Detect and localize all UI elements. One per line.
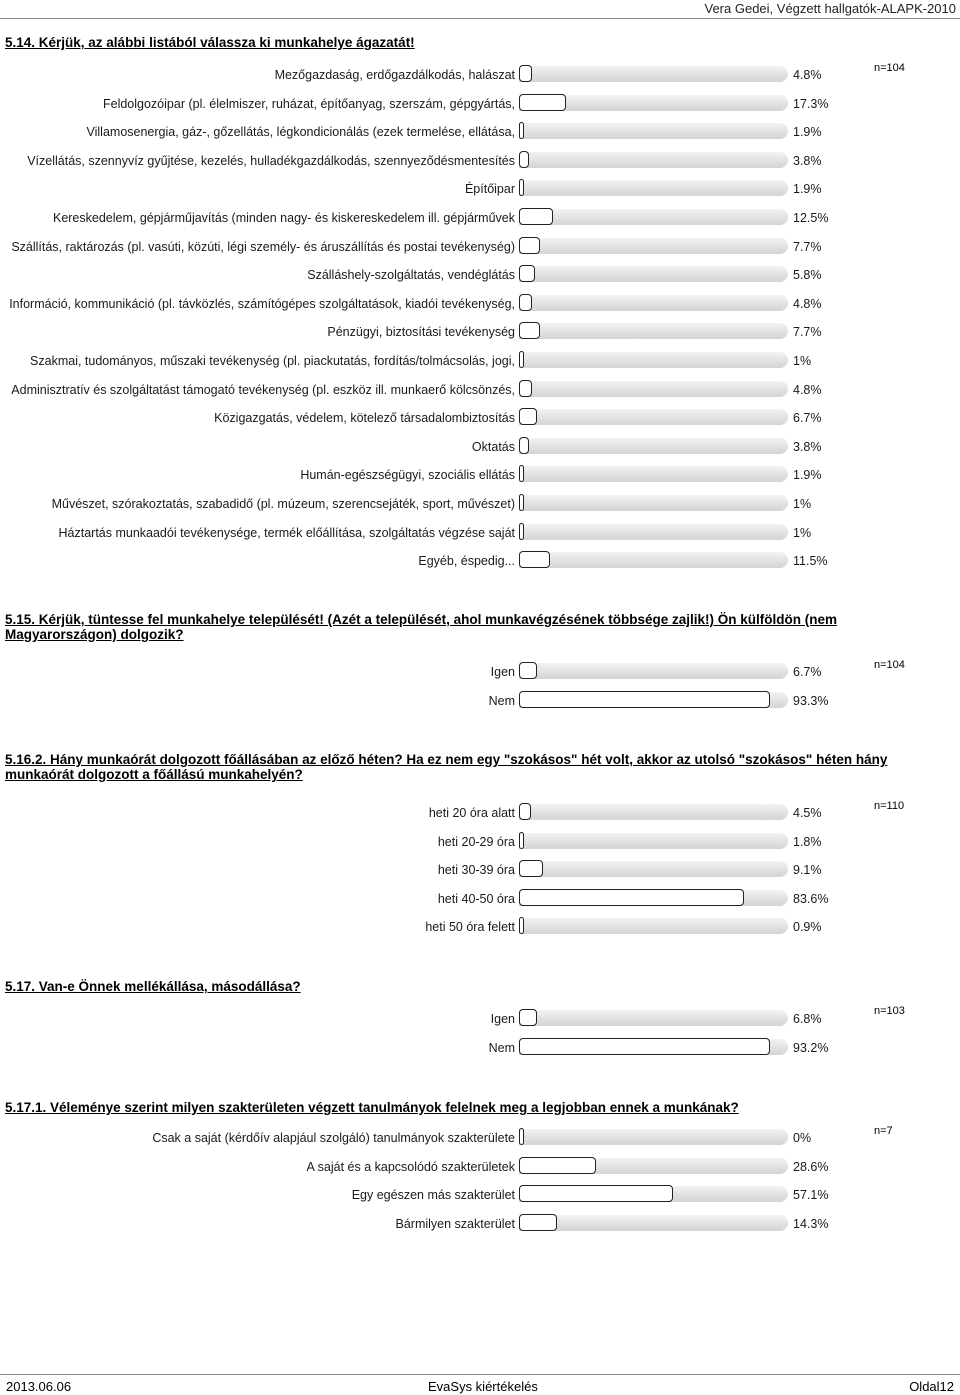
- bar-track: [519, 918, 788, 934]
- bar: [519, 551, 550, 568]
- bar: [519, 494, 524, 511]
- header-title: Vera Gedei, Végzett hallgatók-ALAPK-2010: [704, 1, 956, 16]
- value-label: 12.5%: [793, 211, 829, 225]
- bar-track: [519, 352, 788, 368]
- category-label: Nem: [488, 1041, 515, 1055]
- category-label: Feldolgozóipar (pl. élelmiszer, ruházat, építőanyag, szerszám, gépgyártás,: [102, 97, 515, 111]
- chart-row: [0, 293, 960, 315]
- category-label: Mezőgazdaság, erdőgazdálkodás, halászat: [274, 68, 515, 82]
- sample-size-label: n=110: [874, 800, 905, 812]
- bar-track: [519, 266, 788, 282]
- category-label: Információ, kommunikáció (pl. távközlés, számítógépes szolgáltatások, kiadói tevékenység,: [9, 297, 515, 311]
- chart-row: [0, 1037, 960, 1059]
- category-label: Vízellátás, szennyvíz gyűjtése, kezelés, hulladékgazdálkodás, szennyeződésmentesítés: [27, 154, 515, 168]
- bar: [519, 122, 524, 139]
- footer-date: 2013.06.06: [6, 1379, 72, 1394]
- bar: [519, 265, 535, 282]
- chart-row: [0, 464, 960, 486]
- category-label: Egy egészen más szakterület: [351, 1188, 515, 1202]
- value-label: 28.6%: [793, 1160, 829, 1174]
- chart-row: [0, 321, 960, 343]
- chart-row: [0, 916, 960, 938]
- chart-row: [0, 550, 960, 572]
- value-label: 6.7%: [793, 665, 822, 679]
- bar-track: [519, 1215, 788, 1231]
- category-label: Villamosenergia, gáz-, gőzellátás, légkondicionálás (ezek termelése, ellátása,: [86, 125, 515, 139]
- bar: [519, 889, 744, 906]
- bar: [519, 351, 524, 368]
- category-label: Nem: [488, 694, 515, 708]
- chart-row: [0, 1184, 960, 1206]
- bar-track: [519, 323, 788, 339]
- question-title: 5.14. Kérjük, az alábbi listából válassza ki munkahelye ágazatát!: [5, 35, 415, 50]
- category-label: Kereskedelem, gépjárműjavítás (minden nagy- és kiskereskedelem ill. gépjárművek: [52, 211, 515, 225]
- chart-row: [0, 661, 960, 683]
- value-label: 1.8%: [793, 835, 822, 849]
- chart-row: [0, 802, 960, 824]
- bar: [519, 917, 524, 934]
- bar: [519, 151, 529, 168]
- value-label: 9.1%: [793, 863, 822, 877]
- category-label: Bármilyen szakterület: [395, 1217, 515, 1231]
- chart-row: [0, 350, 960, 372]
- value-label: 0.9%: [793, 920, 822, 934]
- value-label: 4.5%: [793, 806, 822, 820]
- category-label: Közigazgatás, védelem, kötelező társadalombiztosítás: [214, 411, 515, 425]
- chart-row: [0, 264, 960, 286]
- bar-track: [519, 238, 788, 254]
- chart-row: [0, 1213, 960, 1235]
- value-label: 1%: [793, 497, 812, 511]
- bar: [519, 1185, 673, 1202]
- chart-row: [0, 522, 960, 544]
- bar: [519, 803, 531, 820]
- sample-size-label: n=104: [874, 659, 905, 671]
- category-label: Egyéb, éspedig...: [418, 554, 515, 568]
- value-label: 5.8%: [793, 268, 822, 282]
- bar-track: [519, 152, 788, 168]
- category-label: Igen: [490, 665, 515, 679]
- value-label: 4.8%: [793, 68, 822, 82]
- value-label: 1.9%: [793, 125, 822, 139]
- bar: [519, 179, 524, 196]
- value-label: 1%: [793, 354, 812, 368]
- category-label: Szálláshely-szolgáltatás, vendéglátás: [307, 268, 515, 282]
- footer-page: Oldal12: [909, 1379, 954, 1394]
- bar-track: [519, 524, 788, 540]
- chart-row: [0, 407, 960, 429]
- category-label: heti 20-29 óra: [437, 835, 515, 849]
- footer-rule: [0, 1374, 960, 1375]
- value-label: 93.2%: [793, 1041, 829, 1055]
- bar-track: [519, 123, 788, 139]
- footer-center: EvaSys kiértékelés: [428, 1379, 538, 1394]
- bar: [519, 1157, 596, 1174]
- bar-track: [519, 804, 788, 820]
- category-label: A saját és a kapcsolódó szakterületek: [306, 1160, 515, 1174]
- question-title: 5.15. Kérjük, tüntesse fel munkahelye települését! (Azét a települését, ahol munkavégzésének többsége zajlik!) Ön külföldön (nem Magyarországon) dolgozik?: [5, 612, 837, 642]
- chart-row: [0, 493, 960, 515]
- bar: [519, 94, 566, 111]
- chart-row: [0, 1156, 960, 1178]
- chart-row: [0, 207, 960, 229]
- bar: [519, 408, 537, 425]
- bar: [519, 523, 524, 540]
- category-label: Szakmai, tudományos, műszaki tevékenység (pl. piackutatás, fordítás/tolmácsolás, jogi,: [30, 354, 515, 368]
- value-label: 4.8%: [793, 383, 822, 397]
- category-label: heti 30-39 óra: [437, 863, 515, 877]
- value-label: 7.7%: [793, 325, 822, 339]
- chart-row: [0, 64, 960, 86]
- bar: [519, 322, 540, 339]
- category-label: heti 50 óra felett: [425, 920, 515, 934]
- category-label: Építőipar: [464, 182, 515, 196]
- bar: [519, 1214, 557, 1231]
- bar-track: [519, 833, 788, 849]
- value-label: 0%: [793, 1131, 812, 1145]
- category-label: Művészet, szórakoztatás, szabadidő (pl. múzeum, szerencsejáték, sport, művészet): [51, 497, 515, 511]
- value-label: 93.3%: [793, 694, 829, 708]
- category-label: Pénzügyi, biztosítási tevékenység: [327, 325, 515, 339]
- value-label: 6.8%: [793, 1012, 822, 1026]
- bar: [519, 1038, 770, 1055]
- chart-row: [0, 1008, 960, 1030]
- bar: [519, 662, 537, 679]
- bar-track: [519, 438, 788, 454]
- bar-track: [519, 495, 788, 511]
- value-label: 11.5%: [793, 554, 828, 568]
- sample-size-label: n=104: [874, 62, 905, 74]
- header-rule: [0, 18, 960, 19]
- category-label: Háztartás munkaadói tevékenysége, termék előállítása, szolgáltatás végzése saját: [58, 526, 515, 540]
- question-title: 5.17.1. Véleménye szerint milyen szakterületen végzett tanulmányok felelnek meg a legjobban ennek a munkának?: [5, 1100, 739, 1115]
- question-title: 5.17. Van-e Önnek mellékállása, másodállása?: [5, 979, 301, 994]
- bar: [519, 465, 524, 482]
- bar-track: [519, 209, 788, 225]
- category-label: heti 20 óra alatt: [428, 806, 515, 820]
- bar-track: [519, 1010, 788, 1026]
- category-label: Oktatás: [471, 440, 515, 454]
- bar-track: [519, 663, 788, 679]
- value-label: 1.9%: [793, 468, 822, 482]
- chart-row: [0, 121, 960, 143]
- value-label: 57.1%: [793, 1188, 829, 1202]
- bar-track: [519, 861, 788, 877]
- value-label: 17.3%: [793, 97, 829, 111]
- bar-track: [519, 66, 788, 82]
- category-label: Igen: [490, 1012, 515, 1026]
- bar: [519, 437, 529, 454]
- chart-row: [0, 150, 960, 172]
- chart-row: [0, 178, 960, 200]
- value-label: 6.7%: [793, 411, 822, 425]
- bar: [519, 1128, 524, 1145]
- value-label: 83.6%: [793, 892, 829, 906]
- value-label: 7.7%: [793, 240, 822, 254]
- bar: [519, 65, 532, 82]
- bar: [519, 208, 553, 225]
- chart-row: [0, 690, 960, 712]
- chart-row: [0, 859, 960, 881]
- bar-track: [519, 1129, 788, 1145]
- category-label: Adminisztratív és szolgáltatást támogató tevékenység (pl. eszköz ill. munkaerő kölcsönzés,: [11, 383, 515, 397]
- category-label: Humán-egészségügyi, szociális ellátás: [300, 468, 515, 482]
- bar: [519, 380, 532, 397]
- bar-track: [519, 552, 788, 568]
- bar-track: [519, 381, 788, 397]
- category-label: heti 40-50 óra: [437, 892, 515, 906]
- value-label: 1.9%: [793, 182, 822, 196]
- sample-size-label: n=7: [874, 1125, 893, 1137]
- question-title: 5.16.2. Hány munkaórát dolgozott főállásában az előző héten? Ha ez nem egy "szokásos" hét volt, akkor az utolsó "szokásos" héten hány munkaórát dolgozott a főállású munkahelyén?: [5, 752, 888, 782]
- bar: [519, 832, 524, 849]
- bar-track: [519, 409, 788, 425]
- bar-track: [519, 466, 788, 482]
- value-label: 4.8%: [793, 297, 822, 311]
- value-label: 3.8%: [793, 154, 822, 168]
- bar-track: [519, 180, 788, 196]
- chart-row: [0, 888, 960, 910]
- bar: [519, 237, 540, 254]
- category-label: Csak a saját (kérdőív alapjául szolgáló) tanulmányok szakterülete: [152, 1131, 515, 1145]
- sample-size-label: n=103: [874, 1005, 905, 1017]
- category-label: Szállítás, raktározás (pl. vasúti, közúti, légi személy- és áruszállítás és postai tevékenység): [11, 240, 515, 254]
- chart-row: [0, 379, 960, 401]
- bar: [519, 691, 770, 708]
- value-label: 3.8%: [793, 440, 822, 454]
- chart-row: [0, 93, 960, 115]
- value-label: 1%: [793, 526, 812, 540]
- bar: [519, 860, 543, 877]
- chart-row: [0, 236, 960, 258]
- bar: [519, 1009, 537, 1026]
- value-label: 14.3%: [793, 1217, 829, 1231]
- bar: [519, 294, 532, 311]
- chart-row: [0, 831, 960, 853]
- chart-row: [0, 1127, 960, 1149]
- chart-row: [0, 436, 960, 458]
- bar-track: [519, 295, 788, 311]
